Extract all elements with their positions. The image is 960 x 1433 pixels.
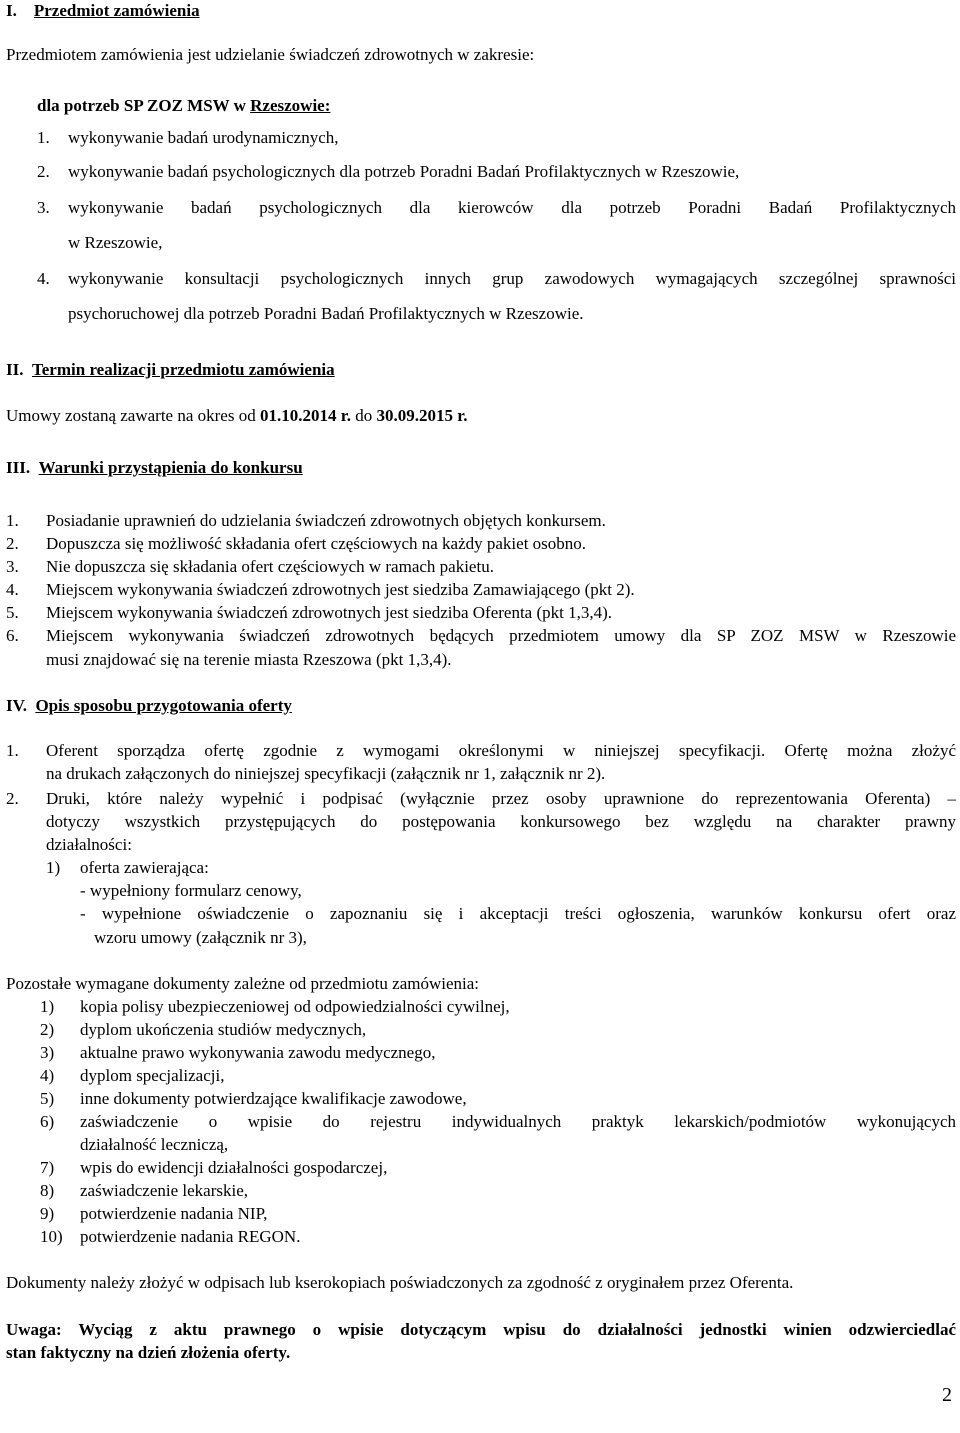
documents-note: Dokumenty należy złożyć w odpisach lub kserokopiach poświadczonych za zgodność z oryginałem przez Oferenta. xyxy=(6,1273,794,1292)
s1-item-3-text-cont: w Rzeszowie, xyxy=(68,233,163,252)
s4-p2-line-2: dotyczy wszystkich przystępujących do postępowania konkursowego bez względu na charakter prawny xyxy=(46,812,956,831)
s1-item-3-text: wykonywanie badań psychologicznych dla kierowców dla potrzeb Poradni Badań Profilaktycznych xyxy=(68,198,956,217)
doc-7-num: 7) xyxy=(40,1158,55,1177)
s4-dash-2-line-1: - wypełnione oświadczenie o zapoznaniu się i akceptacji treści ogłoszenia, warunków konkursu ofert oraz xyxy=(80,904,956,923)
section-2-text-b: do xyxy=(355,406,373,425)
page-number: 2 xyxy=(942,1384,952,1406)
doc-1-text: kopia polisy ubezpieczeniowej od odpowiedzialności cywilnej, xyxy=(80,997,510,1016)
doc-10-num: 10) xyxy=(40,1227,63,1246)
doc-3-text: aktualne prawo wykonywania zawodu medycznego, xyxy=(80,1043,436,1062)
section-2-number: II. xyxy=(6,360,24,379)
doc-1-num: 1) xyxy=(40,997,55,1016)
s1-item-1-text: wykonywanie badań urodynamicznych, xyxy=(68,128,339,147)
section-1-heading xyxy=(6,1,200,21)
s3-item-6-text: Miejscem wykonywania świadczeń zdrowotnych będących przedmiotem umowy dla SP ZOZ MSW w Rzeszowie xyxy=(46,626,956,645)
section-1-subheading-a: dla potrzeb SP ZOZ MSW w xyxy=(37,96,246,115)
section-3-title: Warunki przystąpienia do konkursu xyxy=(38,458,303,477)
section-1-subheading-b: Rzeszowie: xyxy=(250,96,331,115)
doc-7-text: wpis do ewidencji działalności gospodarczej, xyxy=(80,1158,388,1177)
s3-item-6-num: 6. xyxy=(6,626,19,645)
s3-item-4-text: Miejscem wykonywania świadczeń zdrowotnych jest siedziba Zamawiającego (pkt 2). xyxy=(46,580,635,599)
section-4-number: IV. xyxy=(6,696,27,715)
warning-line-2: stan faktyczny na dzień złożenia oferty. xyxy=(6,1343,291,1362)
s1-item-4-text: wykonywanie konsultacji psychologicznych innych grup zawodowych wymagających szczególnej sprawności xyxy=(68,269,956,288)
doc-9-num: 9) xyxy=(40,1204,55,1223)
s4-p2-line-3: działalności: xyxy=(46,835,132,854)
s3-item-3-num: 3. xyxy=(6,557,19,576)
doc-2-num: 2) xyxy=(40,1020,55,1039)
s3-item-6-text-cont: musi znajdować się na terenie miasta Rzeszowa (pkt 1,3,4). xyxy=(46,650,452,669)
s4-sub-num: 1) xyxy=(46,858,61,877)
s3-item-3-text: Nie dopuszcza się składania ofert częściowych w ramach pakietu. xyxy=(46,557,494,576)
s4-dash-1: - wypełniony formularz cenowy, xyxy=(80,881,302,900)
s4-sub-text: oferta zawierająca: xyxy=(80,858,209,877)
doc-2-text: dyplom ukończenia studiów medycznych, xyxy=(80,1020,367,1039)
section-3-heading xyxy=(6,458,303,478)
doc-8-text: zaświadczenie lekarskie, xyxy=(80,1181,249,1200)
s1-item-1-num: 1. xyxy=(37,128,50,147)
s1-item-2-text: wykonywanie badań psychologicznych dla potrzeb Poradni Badań Profilaktycznych w Rzeszowie, xyxy=(68,162,740,181)
section-2-text-a: Umowy zostaną zawarte na okres od xyxy=(6,406,256,425)
s4-p1-line-1: Oferent sporządza ofertę zgodnie z wymogami określonymi w niniejszej specyfikacji. Ofertę można złożyć xyxy=(46,741,956,760)
section-2-heading xyxy=(6,360,335,380)
doc-10-text: potwierdzenie nadania REGON. xyxy=(80,1227,301,1246)
s3-item-2-num: 2. xyxy=(6,534,19,553)
s1-item-3-num: 3. xyxy=(37,198,50,217)
s1-item-2-num: 2. xyxy=(37,162,50,181)
section-2-text xyxy=(6,406,467,426)
s4-p2-num: 2. xyxy=(6,789,19,808)
doc-5-text: inne dokumenty potwierdzające kwalifikacje zawodowe, xyxy=(80,1089,467,1108)
doc-9-text: potwierdzenie nadania NIP, xyxy=(80,1204,268,1223)
doc-5-num: 5) xyxy=(40,1089,55,1108)
s4-dash-2-line-2: wzoru umowy (załącznik nr 3), xyxy=(94,928,307,947)
warning-line-1: Uwaga: Wyciąg z aktu prawnego o wpisie dotyczącym wpisu do działalności jednostki winien odzwierciedlać xyxy=(6,1320,956,1339)
s1-item-1 xyxy=(37,128,50,148)
s3-item-5-num: 5. xyxy=(6,603,19,622)
doc-4-num: 4) xyxy=(40,1066,55,1085)
doc-6-num: 6) xyxy=(40,1112,55,1131)
doc-6-text-cont: działalność leczniczą, xyxy=(80,1135,229,1154)
s4-p1-line-2: na drukach załączonych do niniejszej specyfikacji (załącznik nr 1, załącznik nr 2). xyxy=(46,764,606,783)
section-2-title: Termin realizacji przedmiotu zamówienia xyxy=(31,360,335,379)
s3-item-2-text: Dopuszcza się możliwość składania ofert częściowych na każdy pakiet osobno. xyxy=(46,534,587,553)
section-1-subheading xyxy=(37,96,330,116)
s3-item-4-num: 4. xyxy=(6,580,19,599)
doc-4-text: dyplom specjalizacji, xyxy=(80,1066,225,1085)
section-1-number: I. xyxy=(6,1,17,20)
other-docs-intro: Pozostałe wymagane dokumenty zależne od przedmiotu zamówienia: xyxy=(6,974,480,993)
section-4-title: Opis sposobu przygotowania oferty xyxy=(35,696,292,715)
section-1-title: Przedmiot zamówienia xyxy=(33,1,200,20)
doc-3-num: 3) xyxy=(40,1043,55,1062)
date-from: 01.10.2014 r. xyxy=(259,406,351,425)
section-1-intro: Przedmiotem zamówienia jest udzielanie świadczeń zdrowotnych w zakresie: xyxy=(6,45,535,64)
s3-item-1-num: 1. xyxy=(6,511,19,530)
s4-p2-line-1: Druki, które należy wypełnić i podpisać (wyłącznie przez osoby uprawnione do reprezentowania Oferenta) – xyxy=(46,789,956,808)
s4-p1-num: 1. xyxy=(6,741,19,760)
date-to: 30.09.2015 r. xyxy=(376,406,468,425)
s3-item-1-text: Posiadanie uprawnień do udzielania świadczeń zdrowotnych objętych konkursem. xyxy=(46,511,606,530)
section-4-heading xyxy=(6,696,292,716)
doc-6-text: zaświadczenie o wpisie do rejestru indywidualnych praktyk lekarskich/podmiotów wykonujących xyxy=(80,1112,956,1131)
doc-8-num: 8) xyxy=(40,1181,55,1200)
section-3-number: III. xyxy=(6,458,31,477)
s1-item-4-text-cont: psychoruchowej dla potrzeb Poradni Badań Profilaktycznych w Rzeszowie. xyxy=(68,304,584,323)
s3-item-5-text: Miejscem wykonywania świadczeń zdrowotnych jest siedziba Oferenta (pkt 1,3,4). xyxy=(46,603,613,622)
s1-item-4-num: 4. xyxy=(37,269,50,288)
